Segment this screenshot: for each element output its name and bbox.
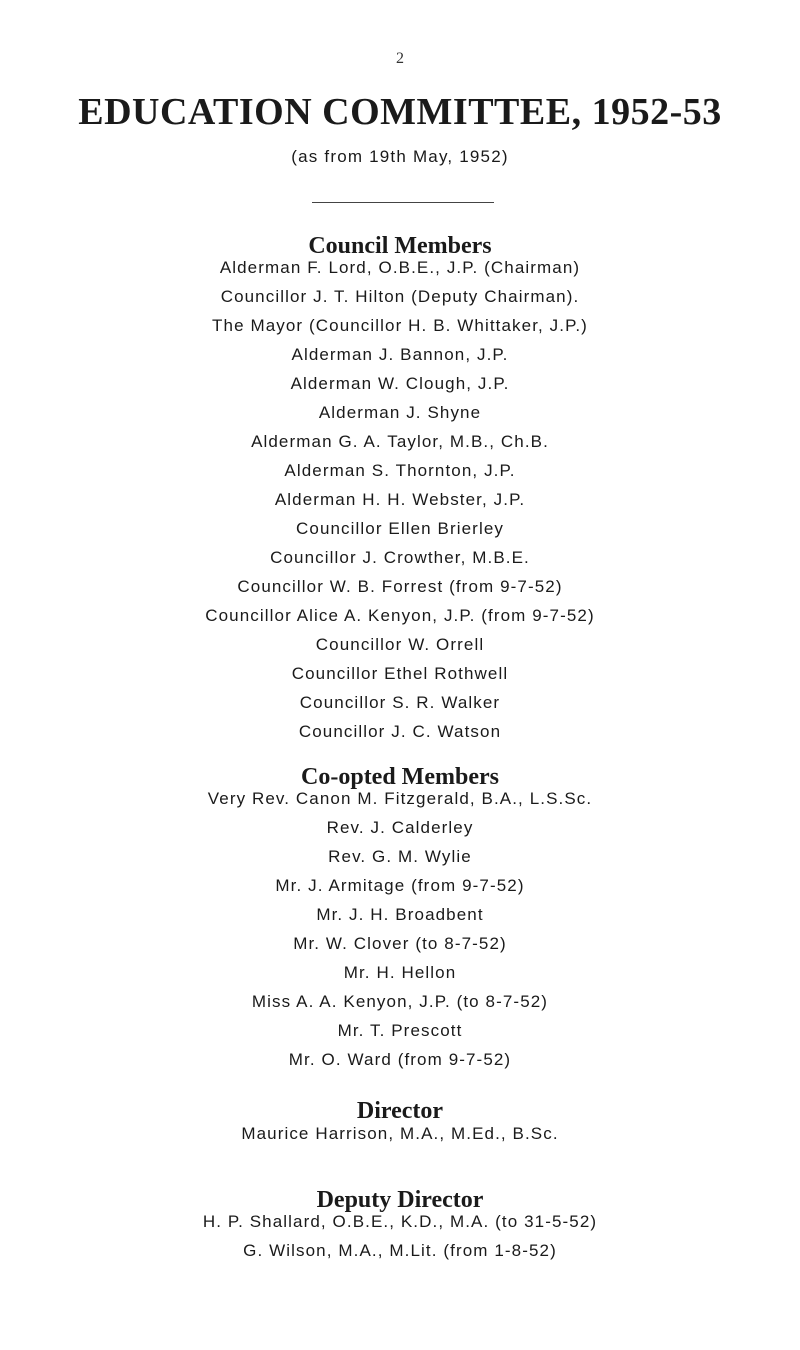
- director-heading: Director: [356, 1098, 444, 1124]
- coopted-members-list: [0, 784, 800, 1074]
- member-entry: Alderman H. H. Webster, J.P.: [274, 490, 526, 509]
- member-entry: Councillor Ethel Rothwell: [291, 664, 509, 683]
- member-entry: Alderman J. Bannon, J.P.: [291, 345, 509, 364]
- member-entry: Councillor Ellen Brierley: [296, 519, 504, 538]
- member-entry: Mr. O. Ward (from 9-7-52): [288, 1050, 512, 1069]
- member-entry: Rev. J. Calderley: [326, 818, 474, 837]
- council-members-list: [0, 253, 800, 746]
- divider: [312, 202, 494, 203]
- member-entry: Councillor W. B. Forrest (from 9-7-52): [237, 577, 563, 596]
- member-entry: Very Rev. Canon M. Fitzgerald, B.A., L.S.Sc.: [207, 789, 593, 808]
- member-entry: Mr. J. H. Broadbent: [316, 905, 484, 924]
- member-entry: Councillor S. R. Walker: [299, 693, 501, 712]
- page-title: EDUCATION COMMITTEE, 1952-53: [78, 91, 722, 133]
- member-entry: Mr. J. Armitage (from 9-7-52): [275, 876, 525, 895]
- coopted-members-heading: Co-opted Members: [301, 764, 499, 790]
- member-entry: Councillor J. Crowther, M.B.E.: [270, 548, 530, 567]
- member-entry: Mr. T. Prescott: [337, 1021, 463, 1040]
- member-entry: G. Wilson, M.A., M.Lit. (from 1-8-52): [243, 1241, 557, 1260]
- council-members-heading: Council Members: [308, 233, 492, 259]
- member-entry: The Mayor (Councillor H. B. Whittaker, J.P.): [212, 316, 588, 335]
- member-entry: Rev. G. M. Wylie: [328, 847, 472, 866]
- member-entry: Maurice Harrison, M.A., M.Ed., B.Sc.: [241, 1124, 559, 1143]
- member-entry: Alderman S. Thornton, J.P.: [284, 461, 516, 480]
- member-entry: Councillor J. C. Watson: [298, 722, 502, 741]
- member-entry: Alderman J. Shyne: [318, 403, 482, 422]
- member-entry: Mr. W. Clover (to 8-7-52): [293, 934, 507, 953]
- page-subtitle: (as from 19th May, 1952): [291, 147, 509, 166]
- member-entry: Alderman W. Clough, J.P.: [290, 374, 510, 393]
- deputy-director-heading: Deputy Director: [316, 1187, 484, 1213]
- member-entry: Councillor Alice A. Kenyon, J.P. (from 9-7-52): [205, 606, 595, 625]
- member-entry: H. P. Shallard, O.B.E., K.D., M.A. (to 31-5-52): [202, 1212, 598, 1231]
- member-entry: Alderman G. A. Taylor, M.B., Ch.B.: [251, 432, 549, 451]
- member-entry: Mr. H. Hellon: [343, 963, 457, 982]
- member-entry: Miss A. A. Kenyon, J.P. (to 8-7-52): [251, 992, 549, 1011]
- member-entry: Councillor W. Orrell: [315, 635, 485, 654]
- director-list: [0, 1119, 800, 1148]
- page-number: 2: [396, 50, 404, 67]
- deputy-director-list: [0, 1207, 800, 1265]
- member-entry: Councillor J. T. Hilton (Deputy Chairman).: [220, 287, 580, 306]
- member-entry: Alderman F. Lord, O.B.E., J.P. (Chairman): [219, 258, 581, 277]
